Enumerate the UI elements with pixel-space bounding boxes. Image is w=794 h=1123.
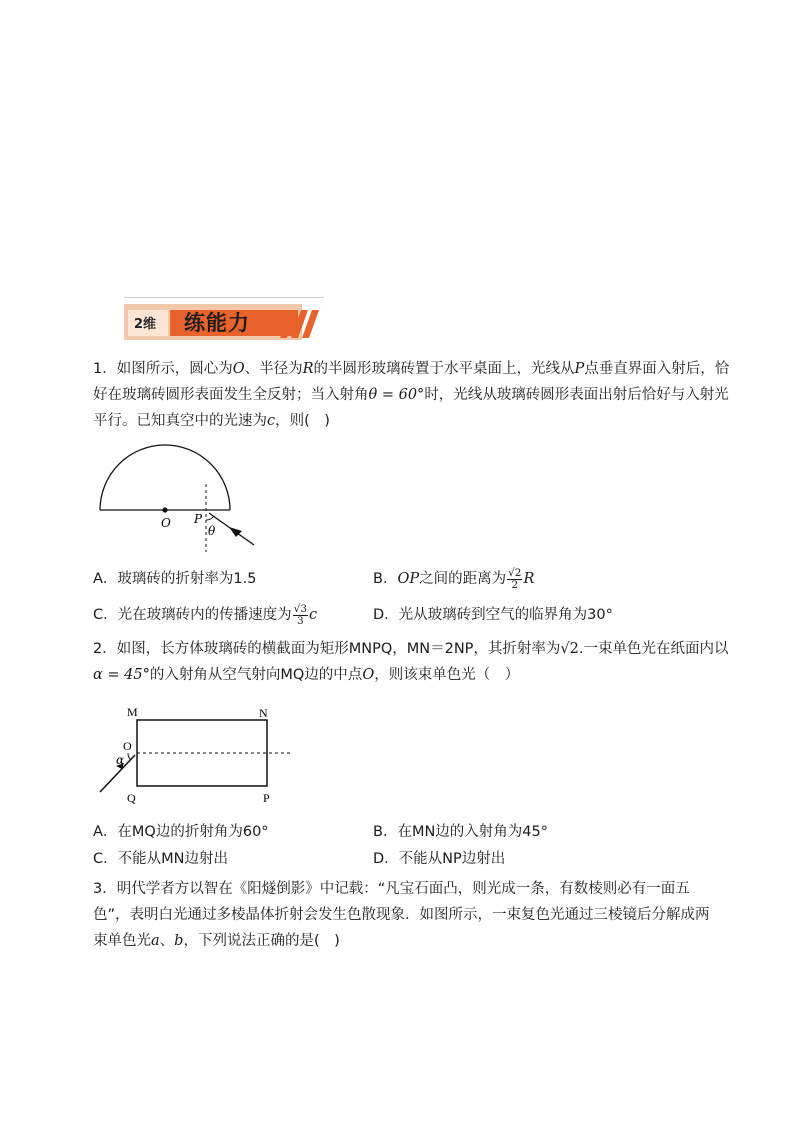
section-banner [124,297,326,347]
label-p: P [194,512,203,526]
q1-figure [95,440,270,555]
label-m: M [127,705,138,719]
q1-option-a: A．玻璃砖的折射率为1.5 [93,571,257,587]
q2-option-a: A．在MQ边的折射角为60° [93,824,269,840]
q1-option-d: D．光从玻璃砖到空气的临界角为30° [373,607,613,623]
q3-line-3: 束单色光a、b，下列说法正确的是( ) [93,933,340,949]
label-alpha: α [116,753,125,767]
label-p: P [263,791,270,805]
banner-badge-text: 2维 [134,317,157,332]
q2-option-b: B．在MN边的入射角为45° [373,824,549,840]
banner-badge [128,310,168,336]
q1-line-3: 平行。已知真空中的光速为c，则( ) [93,413,330,429]
q3-line-2: 色”，表明白光通过多棱晶体折射会发生色散现象．如图所示，一束复色光通过三棱镜后分解成两 [93,907,710,923]
q2-figure [95,700,295,810]
banner-title: 练能力 [184,311,250,335]
alpha-arc [128,753,131,760]
theta-arc [206,516,214,520]
q1-option-c: C．光在玻璃砖内的传播速度为 $\frac{√3}{3}$ c [93,602,318,627]
q1-line-1: 1．如图所示，圆心为O、半径为R的半圆形玻璃砖置于水平桌面上，光线从P点垂直界面入射后，恰 [93,361,730,377]
q2-line-2: α = 45°的入射角从空气射向MQ边的中点O，则该束单色光（ ） [93,667,520,683]
label-q: Q [127,791,136,805]
q1-option-b: B．OP之间的距离为 $\frac{√2}{2}$ R [373,566,535,591]
semicircle-arc [100,445,230,510]
q2-line-1: 2．如图，长方体玻璃砖的横截面为矩形MNPQ，MN＝2NP，其折射率为√2.一束单色光在纸面内以 [93,641,729,657]
banner-top-rule [124,297,324,298]
q2-option-d: D．不能从NP边射出 [373,851,506,867]
center-point [162,507,167,512]
q3-line-1: 3．明代学者方以智在《阳燧倒影》中记载：“凡宝石面凸，则光成一条，有数棱则必有一面五 [93,881,690,897]
label-theta: θ [208,524,216,538]
q1-line-2: 好在玻璃砖圆形表面发生全反射；当入射角θ = 60°时，光线从玻璃砖圆形表面出射后恰好与入射光 [93,387,729,403]
label-o: O [123,739,132,753]
banner-stripes [278,310,326,338]
label-n: N [259,706,268,720]
q2-option-c: C．不能从MN边射出 [93,851,228,867]
label-o: O [161,516,171,530]
